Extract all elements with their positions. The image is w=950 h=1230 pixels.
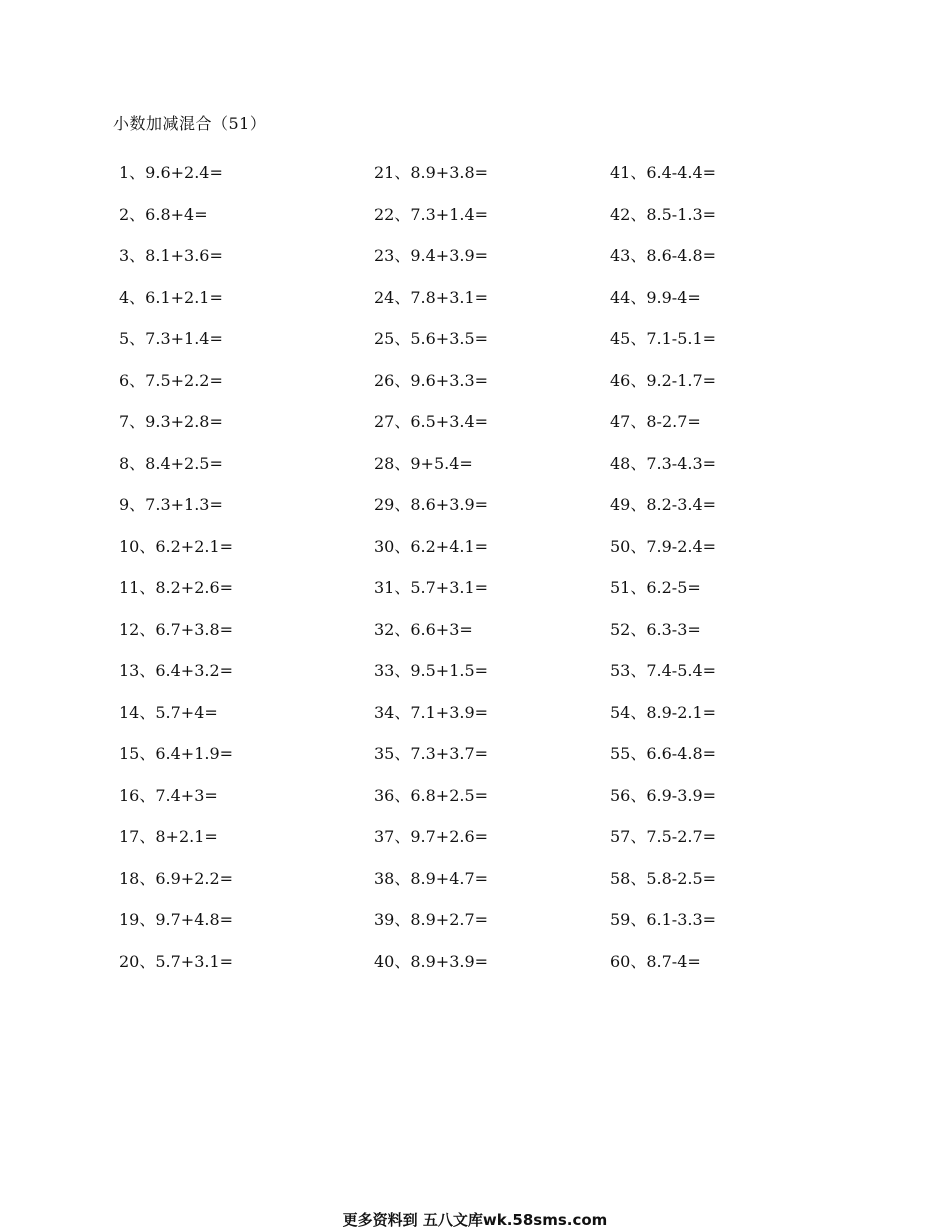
problem-item: 11、8.2+2.6= [119, 578, 234, 597]
problem-item: 36、6.8+2.5= [374, 785, 489, 805]
problem-item: 59、6.1-3.3= [610, 910, 717, 929]
problem-item: 38、8.9+4.7= [374, 868, 489, 888]
problem-item: 51、6.2-5= [610, 578, 701, 597]
problem-item: 37、9.7+2.6= [374, 827, 489, 846]
problem-item: 13、6.4+3.2= [119, 661, 234, 680]
problem-item: 22、7.3+1.4= [374, 204, 489, 224]
problem-item: 3、8.1+3.6= [119, 246, 223, 265]
problem-item: 43、8.6-4.8= [610, 246, 717, 265]
problem-item: 23、9.4+3.9= [374, 246, 489, 265]
problem-item: 56、6.9-3.9= [610, 785, 717, 805]
problem-item: 14、5.7+4= [119, 702, 218, 722]
problem-item: 53、7.4-5.4= [610, 661, 717, 680]
footer-watermark-text: 更多资料到 五八文库wk.58sms.com [342, 1211, 608, 1229]
problem-item: 55、6.6-4.8= [610, 744, 717, 763]
problem-item: 35、7.3+3.7= [374, 744, 489, 763]
problem-item: 28、9+5.4= [374, 453, 473, 473]
problem-column-3 [610, 160, 830, 990]
problem-item: 18、6.9+2.2= [119, 868, 234, 888]
problem-item: 26、9.6+3.3= [374, 370, 489, 390]
page-title: 小数加减混合（51） [113, 114, 267, 133]
problem-item: 31、5.7+3.1= [374, 578, 489, 597]
problem-item: 19、9.7+4.8= [119, 910, 234, 929]
problem-column-2 [374, 160, 594, 990]
problem-item: 10、6.2+2.1= [119, 536, 234, 556]
problem-item: 50、7.9-2.4= [610, 536, 717, 556]
problem-item: 39、8.9+2.7= [374, 910, 489, 929]
problem-item: 5、7.3+1.4= [119, 329, 223, 348]
problem-column-1 [119, 160, 339, 990]
problem-item: 54、8.9-2.1= [610, 702, 717, 722]
problem-item: 17、8+2.1= [119, 827, 218, 846]
problem-item: 48、7.3-4.3= [610, 453, 717, 473]
problem-item: 12、6.7+3.8= [119, 619, 234, 639]
problem-item: 20、5.7+3.1= [119, 951, 234, 971]
problem-item: 57、7.5-2.7= [610, 827, 717, 846]
problem-item: 9、7.3+1.3= [119, 495, 223, 514]
problem-item: 21、8.9+3.8= [374, 163, 489, 182]
problem-item: 46、9.2-1.7= [610, 370, 717, 390]
problem-item: 25、5.6+3.5= [374, 329, 489, 348]
problem-item: 2、6.8+4= [119, 204, 208, 224]
problem-item: 7、9.3+2.8= [119, 412, 223, 431]
problem-item: 58、5.8-2.5= [610, 868, 717, 888]
problem-item: 33、9.5+1.5= [374, 661, 489, 680]
problem-item: 15、6.4+1.9= [119, 744, 234, 763]
problem-item: 27、6.5+3.4= [374, 412, 489, 431]
problem-item: 1、9.6+2.4= [119, 163, 223, 182]
problem-item: 4、6.1+2.1= [119, 287, 223, 307]
problem-item: 29、8.6+3.9= [374, 495, 489, 514]
problem-item: 60、8.7-4= [610, 951, 701, 971]
problem-item: 47、8-2.7= [610, 412, 701, 431]
problem-item: 30、6.2+4.1= [374, 536, 489, 556]
problem-item: 52、6.3-3= [610, 619, 701, 639]
problem-item: 16、7.4+3= [119, 785, 218, 805]
problem-item: 32、6.6+3= [374, 619, 473, 639]
problem-item: 6、7.5+2.2= [119, 370, 223, 390]
problem-item: 40、8.9+3.9= [374, 951, 489, 971]
problem-item: 49、8.2-3.4= [610, 495, 717, 514]
problem-item: 8、8.4+2.5= [119, 453, 223, 473]
problem-item: 45、7.1-5.1= [610, 329, 717, 348]
problem-item: 34、7.1+3.9= [374, 702, 489, 722]
problem-item: 42、8.5-1.3= [610, 204, 717, 224]
problem-item: 44、9.9-4= [610, 287, 701, 307]
problem-item: 41、6.4-4.4= [610, 163, 717, 182]
problem-item: 24、7.8+3.1= [374, 287, 489, 307]
